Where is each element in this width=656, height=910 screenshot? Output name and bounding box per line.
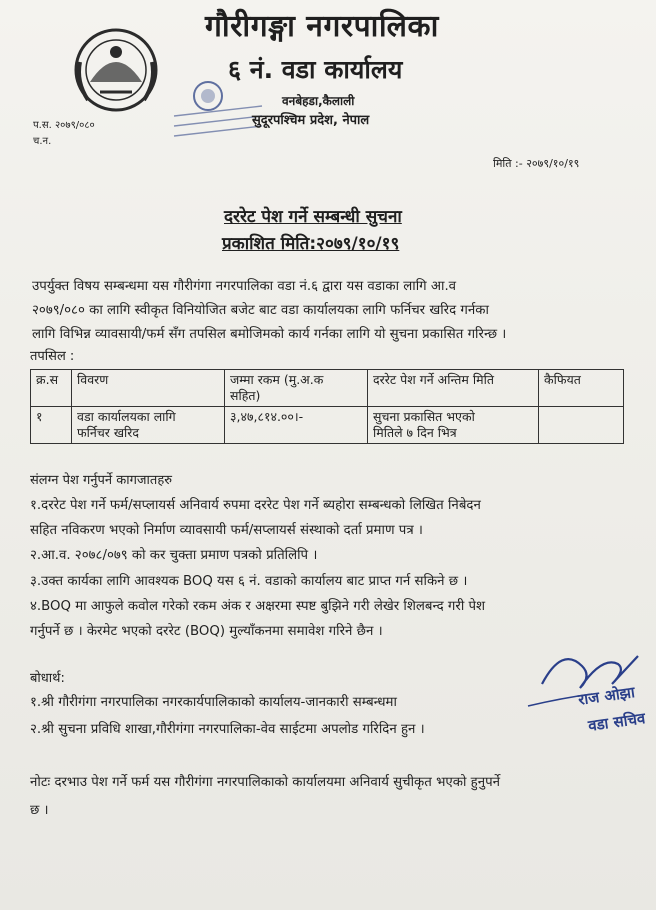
doc-item-4b: गर्नुपर्ने छ । केरमेट भएको दररेट (BOQ) मुल्याँकनमा समावेश गरिने छैन । (30, 624, 383, 639)
header-sn: क्र.स (31, 370, 72, 407)
row-details (72, 407, 225, 444)
row-deadline-line2: मितिले ७ दिन भित्र (373, 425, 457, 440)
intro-line-1: उपर्युक्त विषय सम्बन्धमा यस गौरीगंगा नगरपालिका वडा नं.६ द्वारा यस वडाका लागि आ.व (32, 279, 457, 294)
doc-item-2: २.आ.व. २०७८/०७९ को कर चुक्ता प्रमाण पत्रको प्रतिलिपि । (30, 548, 318, 563)
letter-number: प.स. २०७९/०८० (33, 120, 95, 131)
row-remarks (539, 407, 624, 444)
bodhartha-item-2: २.श्री सुचना प्रविधि शाखा,गौरीगंगा नगरपालिका-वेव साईटमा अपलोड गरिदिन हुन । (30, 722, 425, 737)
row-deadline (368, 407, 539, 444)
note-line-1: नोटः दरभाउ पेश गर्ने फर्म यस गौरीगंगा नगरपालिकाको कार्यालयमा अनिवार्य सुचीकृत भएको हुनुपर्ने (30, 775, 501, 790)
header-amount (225, 370, 368, 407)
header-amount-line1: जम्मा रकम (मु.अ.क (230, 372, 324, 387)
tender-table (30, 369, 624, 444)
place-line: वनबेहडा,कैलाली (282, 94, 355, 108)
docs-label: संलग्न पेश गर्नुपर्ने कागजातहरु (30, 473, 172, 488)
table-header-row (31, 370, 624, 407)
letter-date: मिति :- २०७९/१०/१९ (493, 157, 580, 170)
notice-title: दररेट पेश गर्ने सम्बन्धी सुचना (224, 207, 402, 227)
doc-item-3: ३.उक्त कार्यका लागि आवश्यक BOQ यस ६ नं. वडाको कार्यालय बाट प्राप्त गर्न सकिने छ । (30, 574, 468, 589)
doc-item-4a: ४.BOQ मा आफुले कवोल गरेको रकम अंक र अक्षरमा स्पष्ट बुझिने गरी लेखेर शिलबन्द गरी पेश (30, 599, 486, 614)
municipality-heading: गौरीगङ्गा नगरपालिका (205, 9, 439, 44)
intro-line-3: लागि विभिन्न व्यावसायी/फर्म सँग तपसिल बमोजिमको कार्य गर्नका लागि यो सुचना प्रकासित गरिन्छ । (32, 327, 507, 342)
row-amount: ३,४७,८१४.००।- (225, 407, 368, 444)
table-row (31, 407, 624, 444)
row-sn: १ (31, 407, 72, 444)
row-details-line1: वडा कार्यालयका लागि (77, 409, 176, 424)
province-line: सुदूरपश्चिम प्रदेश, नेपाल (252, 113, 370, 128)
signatory-name: राज ओझा (577, 683, 636, 709)
bodhartha-label: बोधार्थ: (30, 671, 65, 686)
note-line-2: छ । (30, 803, 49, 818)
doc-item-1a: १.दररेट पेश गर्ने फर्म/सप्लायर्स अनिवार्य रुपमा दररेट पेश गर्ने ब्यहोरा सम्बन्धको लिखित निबेदन (30, 498, 481, 513)
dispatch-number: च.न. (33, 136, 52, 147)
notice-publish-date: प्रकाशित मिति:२०७९/१०/१९ (222, 234, 400, 254)
header-amount-line2: सहित) (230, 388, 261, 403)
header-remarks: कैफियत (539, 370, 624, 407)
intro-line-2: २०७९/०८० का लागि स्वीकृत विनियोजित बजेट बाट वडा कार्यालयका लागि फर्निचर खरिद गर्नका (32, 303, 489, 318)
nepal-government-emblem-icon (70, 22, 162, 114)
header-details: विवरण (72, 370, 225, 407)
tapasil-label: तपसिल : (30, 349, 75, 364)
signatory-title: वडा सचिव (587, 709, 647, 735)
row-details-line2: फर्निचर खरिद (77, 425, 140, 440)
ward-office-heading: ६ नं. वडा कार्यालय (228, 55, 403, 84)
header-deadline: दररेट पेश गर्ने अन्तिम मिति (368, 370, 539, 407)
doc-item-1b: सहित नविकरण भएको निर्माण व्यावसायी फर्म/सप्लायर्स संस्थाको दर्ता प्रमाण पत्र । (30, 523, 423, 538)
row-deadline-line1: सुचना प्रकासित भएको (373, 409, 475, 424)
bodhartha-item-1: १.श्री गौरीगंगा नगरपालिका नगरकार्यपालिकाको कार्यालय-जानकारी सम्बन्धमा (30, 695, 397, 710)
